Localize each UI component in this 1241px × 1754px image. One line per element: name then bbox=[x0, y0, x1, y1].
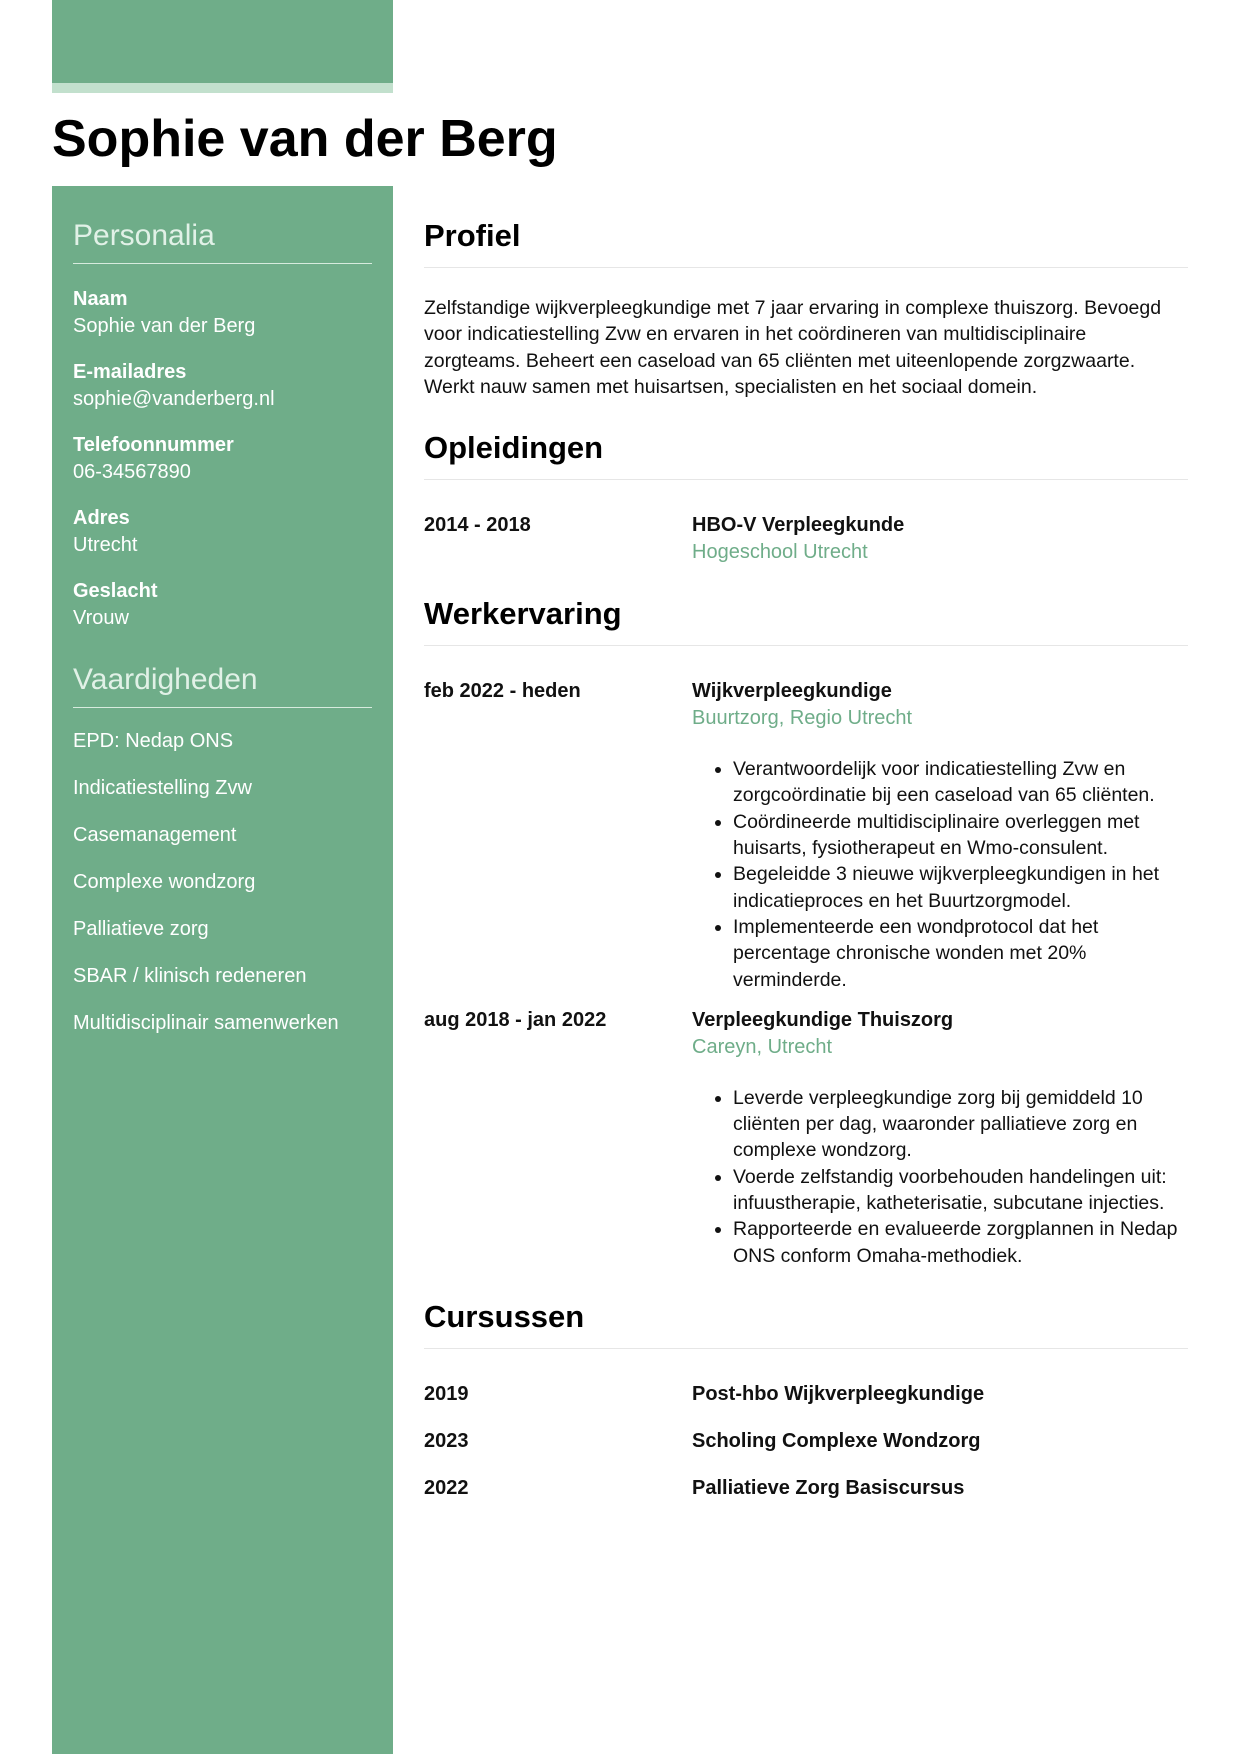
skill-item: Complexe wondzorg bbox=[73, 871, 256, 893]
course-year: 2023 bbox=[424, 1429, 469, 1452]
skill-item: SBAR / klinisch redeneren bbox=[73, 965, 307, 987]
bullet-list bbox=[692, 1085, 1188, 1269]
personal-info-label: Telefoonnummer bbox=[73, 434, 234, 456]
profile-text: Zelfstandige wijkverpleegkundige met 7 jaar ervaring in complexe thuiszorg. Bevoegd voor indicatiestelling Zvw en ervaren in het coördineren van multidisciplinaire zorgteams. Beheert een caseload van 65 cliënten met uiteenlopende zorgzwaarte. Werkt nauw samen met huisartsen, specialisten en het sociaal domein. bbox=[424, 297, 1162, 398]
bullet-item: • Leverde verpleegkundige zorg bij gemiddeld 10 cliënten per dag, waaronder palliatieve zorg en complexe wondzorg. bbox=[733, 1085, 1188, 1164]
courses-section bbox=[424, 1299, 1188, 1502]
personal-info-item bbox=[73, 359, 372, 412]
entry-employer: Careyn, Utrecht bbox=[692, 1035, 833, 1058]
course-title: Palliatieve Zorg Basiscursus bbox=[692, 1476, 965, 1499]
personalia-heading: Personalia bbox=[73, 219, 372, 264]
personal-info-value: Vrouw bbox=[73, 607, 129, 629]
experience-entry bbox=[424, 1007, 1188, 1269]
sidebar bbox=[52, 186, 393, 1754]
education-heading: Opleidingen bbox=[424, 430, 1188, 480]
bullet-item: • Voerde zelfstandig voorbehouden handelingen uit: infuustherapie, katheterisatie, subcutane injecties. bbox=[733, 1164, 1188, 1217]
course-entry bbox=[424, 1428, 1188, 1455]
experience-heading: Werkervaring bbox=[424, 596, 1188, 646]
course-entry bbox=[424, 1475, 1188, 1502]
experience-entry bbox=[424, 678, 1188, 993]
personal-info-label: E-mailadres bbox=[73, 361, 187, 383]
entry-body bbox=[692, 1007, 1188, 1269]
personal-info-label: Naam bbox=[73, 288, 128, 310]
education-entry bbox=[424, 512, 1188, 566]
skill-item: Multidisciplinair samenwerken bbox=[73, 1012, 339, 1034]
skill-item: Indicatiestelling Zvw bbox=[73, 777, 252, 799]
personal-info-item bbox=[73, 578, 372, 631]
personal-info-item bbox=[73, 505, 372, 558]
entry-date: 2014 - 2018 bbox=[424, 514, 531, 537]
entry-title: Verpleegkundige Thuiszorg bbox=[692, 1008, 954, 1031]
bullet-item: • Begeleidde 3 nieuwe wijkverpleegkundigen in het indicatieproces en het Buurtzorgmodel. bbox=[733, 861, 1188, 914]
personal-info-label: Adres bbox=[73, 507, 130, 529]
candidate-name: Sophie van der Berg bbox=[52, 110, 558, 168]
skills-list bbox=[73, 728, 372, 1037]
bullet-item: • Implementeerde een wondprotocol dat het percentage chronische wonden met 20% verminderde. bbox=[733, 914, 1188, 993]
personal-info-item bbox=[73, 286, 372, 339]
bullet-item: • Coördineerde multidisciplinaire overleggen met huisarts, fysiotherapeut en Wmo-consulent. bbox=[733, 809, 1188, 862]
personal-info-list bbox=[73, 286, 372, 631]
course-entry bbox=[424, 1381, 1188, 1408]
sidebar-header-stripe bbox=[52, 83, 393, 93]
skills-heading: Vaardigheden bbox=[73, 663, 372, 708]
course-year: 2019 bbox=[424, 1382, 469, 1405]
entry-date: feb 2022 - heden bbox=[424, 680, 581, 703]
entry-title: HBO-V Verpleegkunde bbox=[692, 514, 905, 537]
experience-section bbox=[424, 596, 1188, 1269]
course-title: Post-hbo Wijkverpleegkundige bbox=[692, 1382, 985, 1405]
profile-section bbox=[424, 218, 1188, 400]
personal-info-value: 06-34567890 bbox=[73, 461, 191, 483]
bullet-item: • Rapporteerde en evalueerde zorgplannen in Nedap ONS conform Omaha-methodiek. bbox=[733, 1216, 1188, 1269]
main-content bbox=[424, 186, 1188, 1502]
personal-info-value: Sophie van der Berg bbox=[73, 315, 256, 337]
bullet-list bbox=[692, 756, 1188, 993]
skill-item: Palliatieve zorg bbox=[73, 918, 209, 940]
entry-employer: Buurtzorg, Regio Utrecht bbox=[692, 707, 913, 730]
entry-institution: Hogeschool Utrecht bbox=[692, 541, 868, 564]
course-year: 2022 bbox=[424, 1476, 469, 1499]
personal-info-value: Utrecht bbox=[73, 534, 138, 556]
skill-item: EPD: Nedap ONS bbox=[73, 730, 234, 752]
entry-body bbox=[692, 512, 1188, 566]
entry-date: aug 2018 - jan 2022 bbox=[424, 1008, 607, 1031]
sidebar-header-block bbox=[52, 0, 393, 83]
personal-info-item bbox=[73, 432, 372, 485]
entry-body bbox=[692, 678, 1188, 993]
skill-item: Casemanagement bbox=[73, 824, 237, 846]
entry-title: Wijkverpleegkundige bbox=[692, 680, 892, 703]
personal-info-label: Geslacht bbox=[73, 580, 158, 602]
personal-info-value: sophie@vanderberg.nl bbox=[73, 388, 275, 410]
education-section bbox=[424, 430, 1188, 566]
course-title: Scholing Complexe Wondzorg bbox=[692, 1429, 981, 1452]
courses-heading: Cursussen bbox=[424, 1299, 1188, 1349]
profile-heading: Profiel bbox=[424, 218, 1188, 268]
bullet-item: • Verantwoordelijk voor indicatiestelling Zvw en zorgcoördinatie bij een caseload van 65 cliënten. bbox=[733, 756, 1188, 809]
